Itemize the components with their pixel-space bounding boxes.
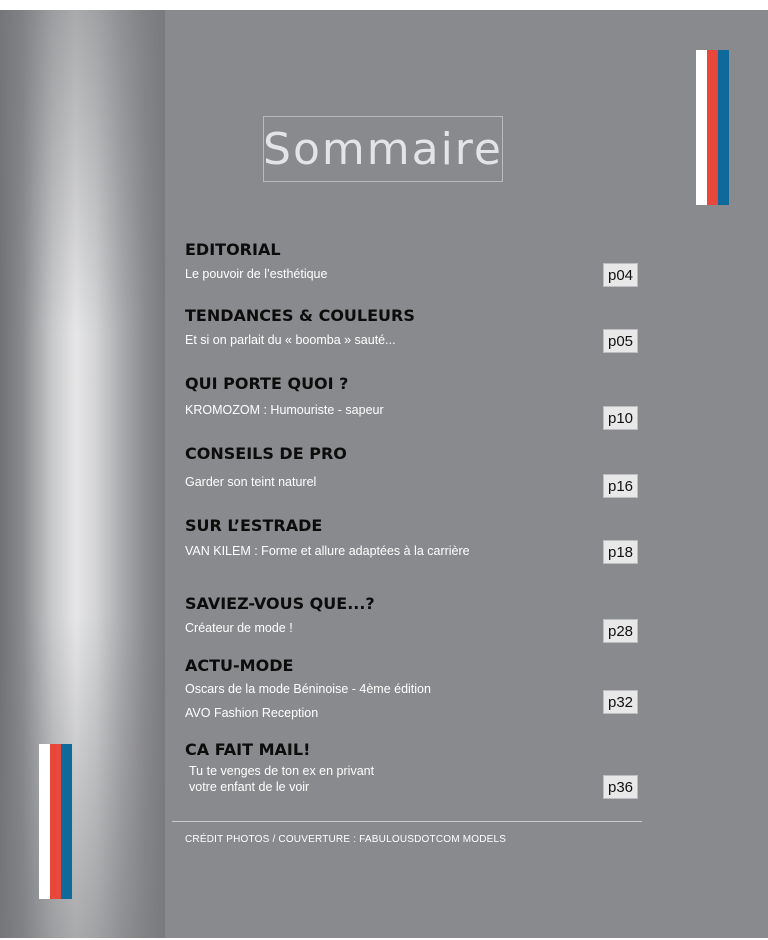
section-subtitle-tendances: Et si on parlait du « boomba » sauté... xyxy=(185,333,396,347)
page-spine-gradient xyxy=(0,10,165,938)
page-number-actu-mode: p32 xyxy=(603,690,638,714)
page-number-tendances: p05 xyxy=(603,329,638,353)
section-subtitle-actu-mode-1: Oscars de la mode Béninoise - 4ème édition xyxy=(185,682,431,696)
section-subtitle-ca-fait-mail-2: votre enfant de le voir xyxy=(189,780,310,794)
page-number-ca-fait-mail: p36 xyxy=(603,775,638,799)
section-heading-qui-porte-quoi: QUI PORTE QUOI ? xyxy=(185,374,349,393)
photo-credit: CRÉDIT PHOTOS / COUVERTURE : FABULOUSDOTCOM MODELS xyxy=(185,834,507,845)
section-heading-editorial: EDITORIAL xyxy=(185,240,281,259)
section-subtitle-saviez-vous-que: Créateur de mode ! xyxy=(185,621,293,635)
section-subtitle-actu-mode-2: AVO Fashion Reception xyxy=(185,706,319,720)
section-heading-actu-mode: ACTU-MODE xyxy=(185,656,294,675)
page-title-box xyxy=(263,116,503,182)
magazine-page xyxy=(0,10,768,938)
page-number-sur-l-estrade: p18 xyxy=(603,540,638,564)
page-number-editorial: p04 xyxy=(603,263,638,287)
section-heading-tendances: TENDANCES & COULEURS xyxy=(185,306,415,325)
divider-line xyxy=(172,821,642,822)
section-subtitle-conseils-de-pro: Garder son teint naturel xyxy=(185,475,317,489)
page-number-conseils-de-pro: p16 xyxy=(603,474,638,498)
tricolor-flag-top-right xyxy=(696,50,729,205)
section-subtitle-ca-fait-mail-1: Tu te venges de ton ex en privant xyxy=(189,764,375,778)
section-subtitle-editorial: Le pouvoir de l’esthétique xyxy=(185,267,328,281)
section-heading-ca-fait-mail: CA FAIT MAIL! xyxy=(185,740,311,759)
section-subtitle-qui-porte-quoi: KROMOZOM : Humouriste - sapeur xyxy=(185,403,384,417)
page-number-qui-porte-quoi: p10 xyxy=(603,406,638,430)
page-number-saviez-vous-que: p28 xyxy=(603,619,638,643)
section-heading-sur-l-estrade: SUR L’ESTRADE xyxy=(185,516,323,535)
section-subtitle-sur-l-estrade: VAN KILEM : Forme et allure adaptées à la carrière xyxy=(185,544,470,558)
tricolor-flag-bottom-left xyxy=(39,744,72,899)
page-title: Sommaire xyxy=(263,123,503,175)
section-heading-conseils-de-pro: CONSEILS DE PRO xyxy=(185,444,347,463)
section-heading-saviez-vous-que: SAVIEZ-VOUS QUE...? xyxy=(185,594,375,613)
